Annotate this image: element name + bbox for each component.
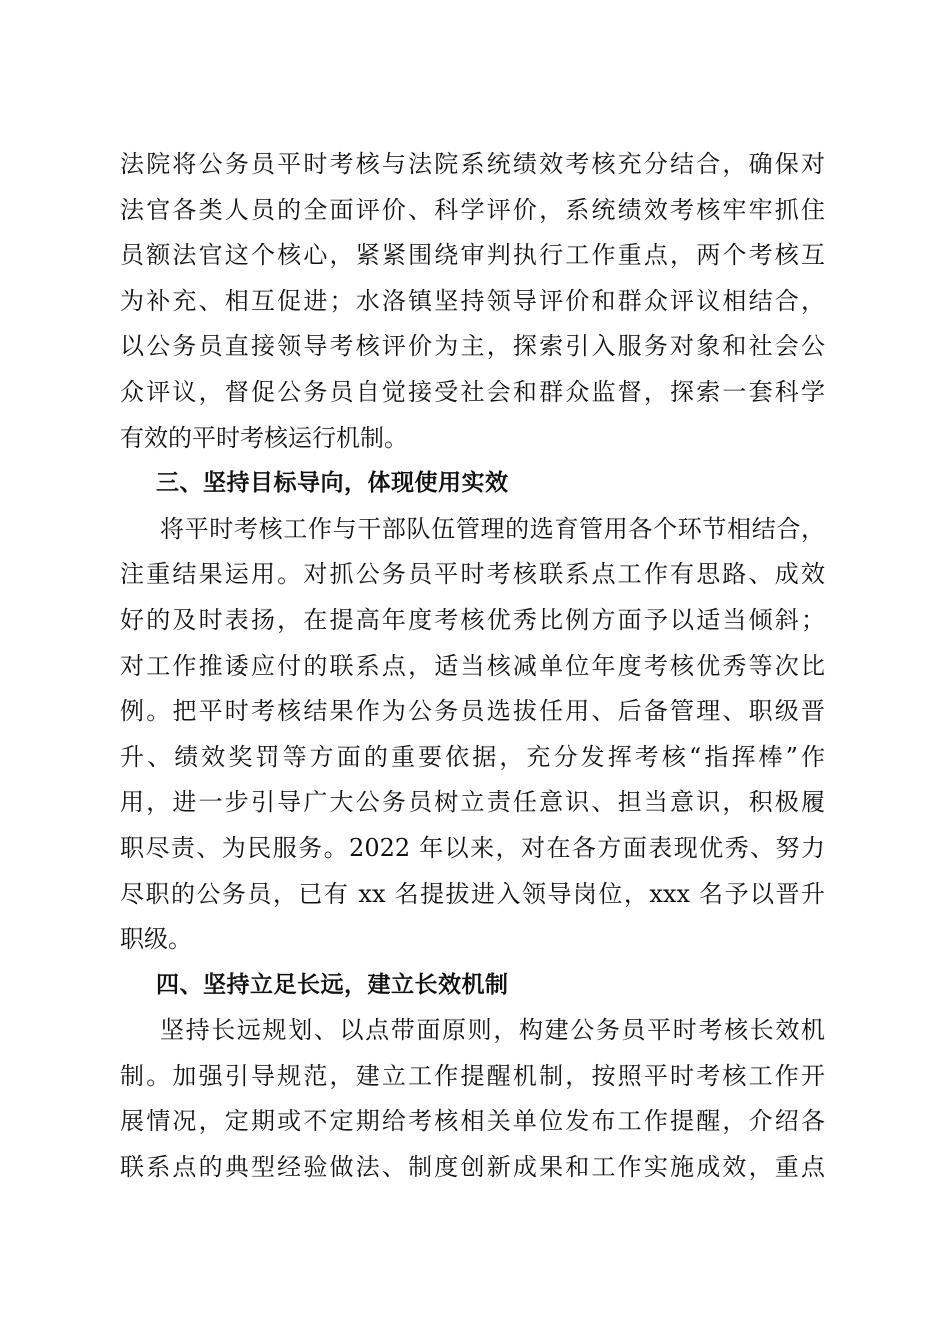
text-line: 尽职的公务员，已有 xx 名提拔进入领导岗位，xxx 名予以晋升 (120, 879, 825, 908)
text-line: 用，进一步引导广大公务员树立责任意识、担当意识，积极履 (120, 788, 825, 817)
text-line: 展情况，定期或不定期给考核相关单位发布工作提醒，介绍各 (120, 1107, 825, 1136)
section-4-heading: 四、坚持立足长远，建立长效机制 (156, 971, 509, 998)
text-line: 为补充、相互促进；水洛镇坚持领导评价和群众评议相结合， (120, 286, 825, 315)
section-3-heading: 三、坚持目标导向，体现使用实效 (156, 470, 509, 497)
text-line: 将平时考核工作与干部队伍管理的选育管用各个环节相结合， (160, 514, 825, 543)
text-line: 法院将公务员平时考核与法院系统绩效考核充分结合，确保对 (120, 150, 825, 178)
document-body (120, 142, 825, 1191)
text-line: 例。把平时考核结果作为公务员选拔任用、后备管理、职级晋 (120, 697, 825, 726)
section-3-paragraph (120, 507, 825, 963)
text-line: 好的及时表扬，在提高年度考核优秀比例方面予以适当倾斜； (120, 605, 825, 634)
paragraph-continued (120, 142, 825, 461)
text-line: 坚持长远规划、以点带面原则，构建公务员平时考核长效机 (160, 1016, 825, 1045)
text-line: 注重结果运用。对抓公务员平时考核联系点工作有思路、成效 (120, 560, 825, 589)
text-line: 对工作推诿应付的联系点，适当核减单位年度考核优秀等次比 (120, 651, 825, 680)
text-line: 法官各类人员的全面评价、科学评价，系统绩效考核牢牢抓住 (120, 195, 825, 224)
text-line: 联系点的典型经验做法、制度创新成果和工作实施成效，重点 (120, 1153, 825, 1182)
text-line: 有效的平时考核运行机制。 (120, 423, 408, 452)
text-line: 员额法官这个核心，紧紧围绕审判执行工作重点，两个考核互 (120, 241, 825, 270)
text-line: 制。加强引导规范，建立工作提醒机制，按照平时考核工作开 (120, 1061, 825, 1090)
text-line: 职级。 (120, 925, 192, 954)
text-line: 以公务员直接领导考核评价为主，探索引入服务对象和社会公 (120, 332, 825, 361)
text-line: 升、绩效奖罚等方面的重要依据，充分发挥考核“指挥棒”作 (120, 742, 825, 771)
text-line: 众评议，督促公务员自觉接受社会和群众监督，探索一套科学 (120, 377, 825, 406)
section-4-paragraph (120, 1008, 825, 1190)
text-line: 职尽责、为民服务。2022 年以来，对在各方面表现优秀、努力 (120, 833, 825, 862)
